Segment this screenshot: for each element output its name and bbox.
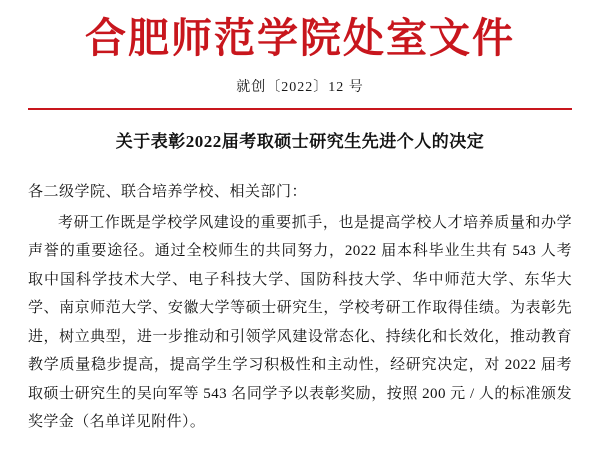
document-number: 就创〔2022〕12 号	[236, 80, 364, 96]
document-subject: 关于表彰2022届考取硕士研究生先进个人的决定	[115, 132, 485, 152]
salutation-line: 各二级学院、联合培养学校、相关部门：	[28, 184, 308, 201]
body-paragraph: 考研工作既是学校学风建设的重要抓手，也是提高学校人才培养质量和办学声誉的重要途径。通过全校师生的共同努力，2022 届本科毕业生共有 543 人考取中国科学技术大学、电子科技大学、国防科技大学、华中师范大学、东华大学、南京师范大学、安徽大学等硕士研究生，学校考研工作取得佳绩。为表彰先进，树立典型，进一步推动和引领学风建设常态化、持续化和长效化，推动教育教学质量稳步提高，提高学生学习积极性和主动性，经研究决定，对 2022 届考取硕士研究生的吴向军等 543 名同学予以表彰奖励，按照 200 元 / 人的标准颁发奖学金（名单详见附件）。	[28, 214, 572, 431]
red-divider-rule	[28, 108, 572, 110]
document-title: 合肥师范学院处室文件	[85, 14, 515, 62]
